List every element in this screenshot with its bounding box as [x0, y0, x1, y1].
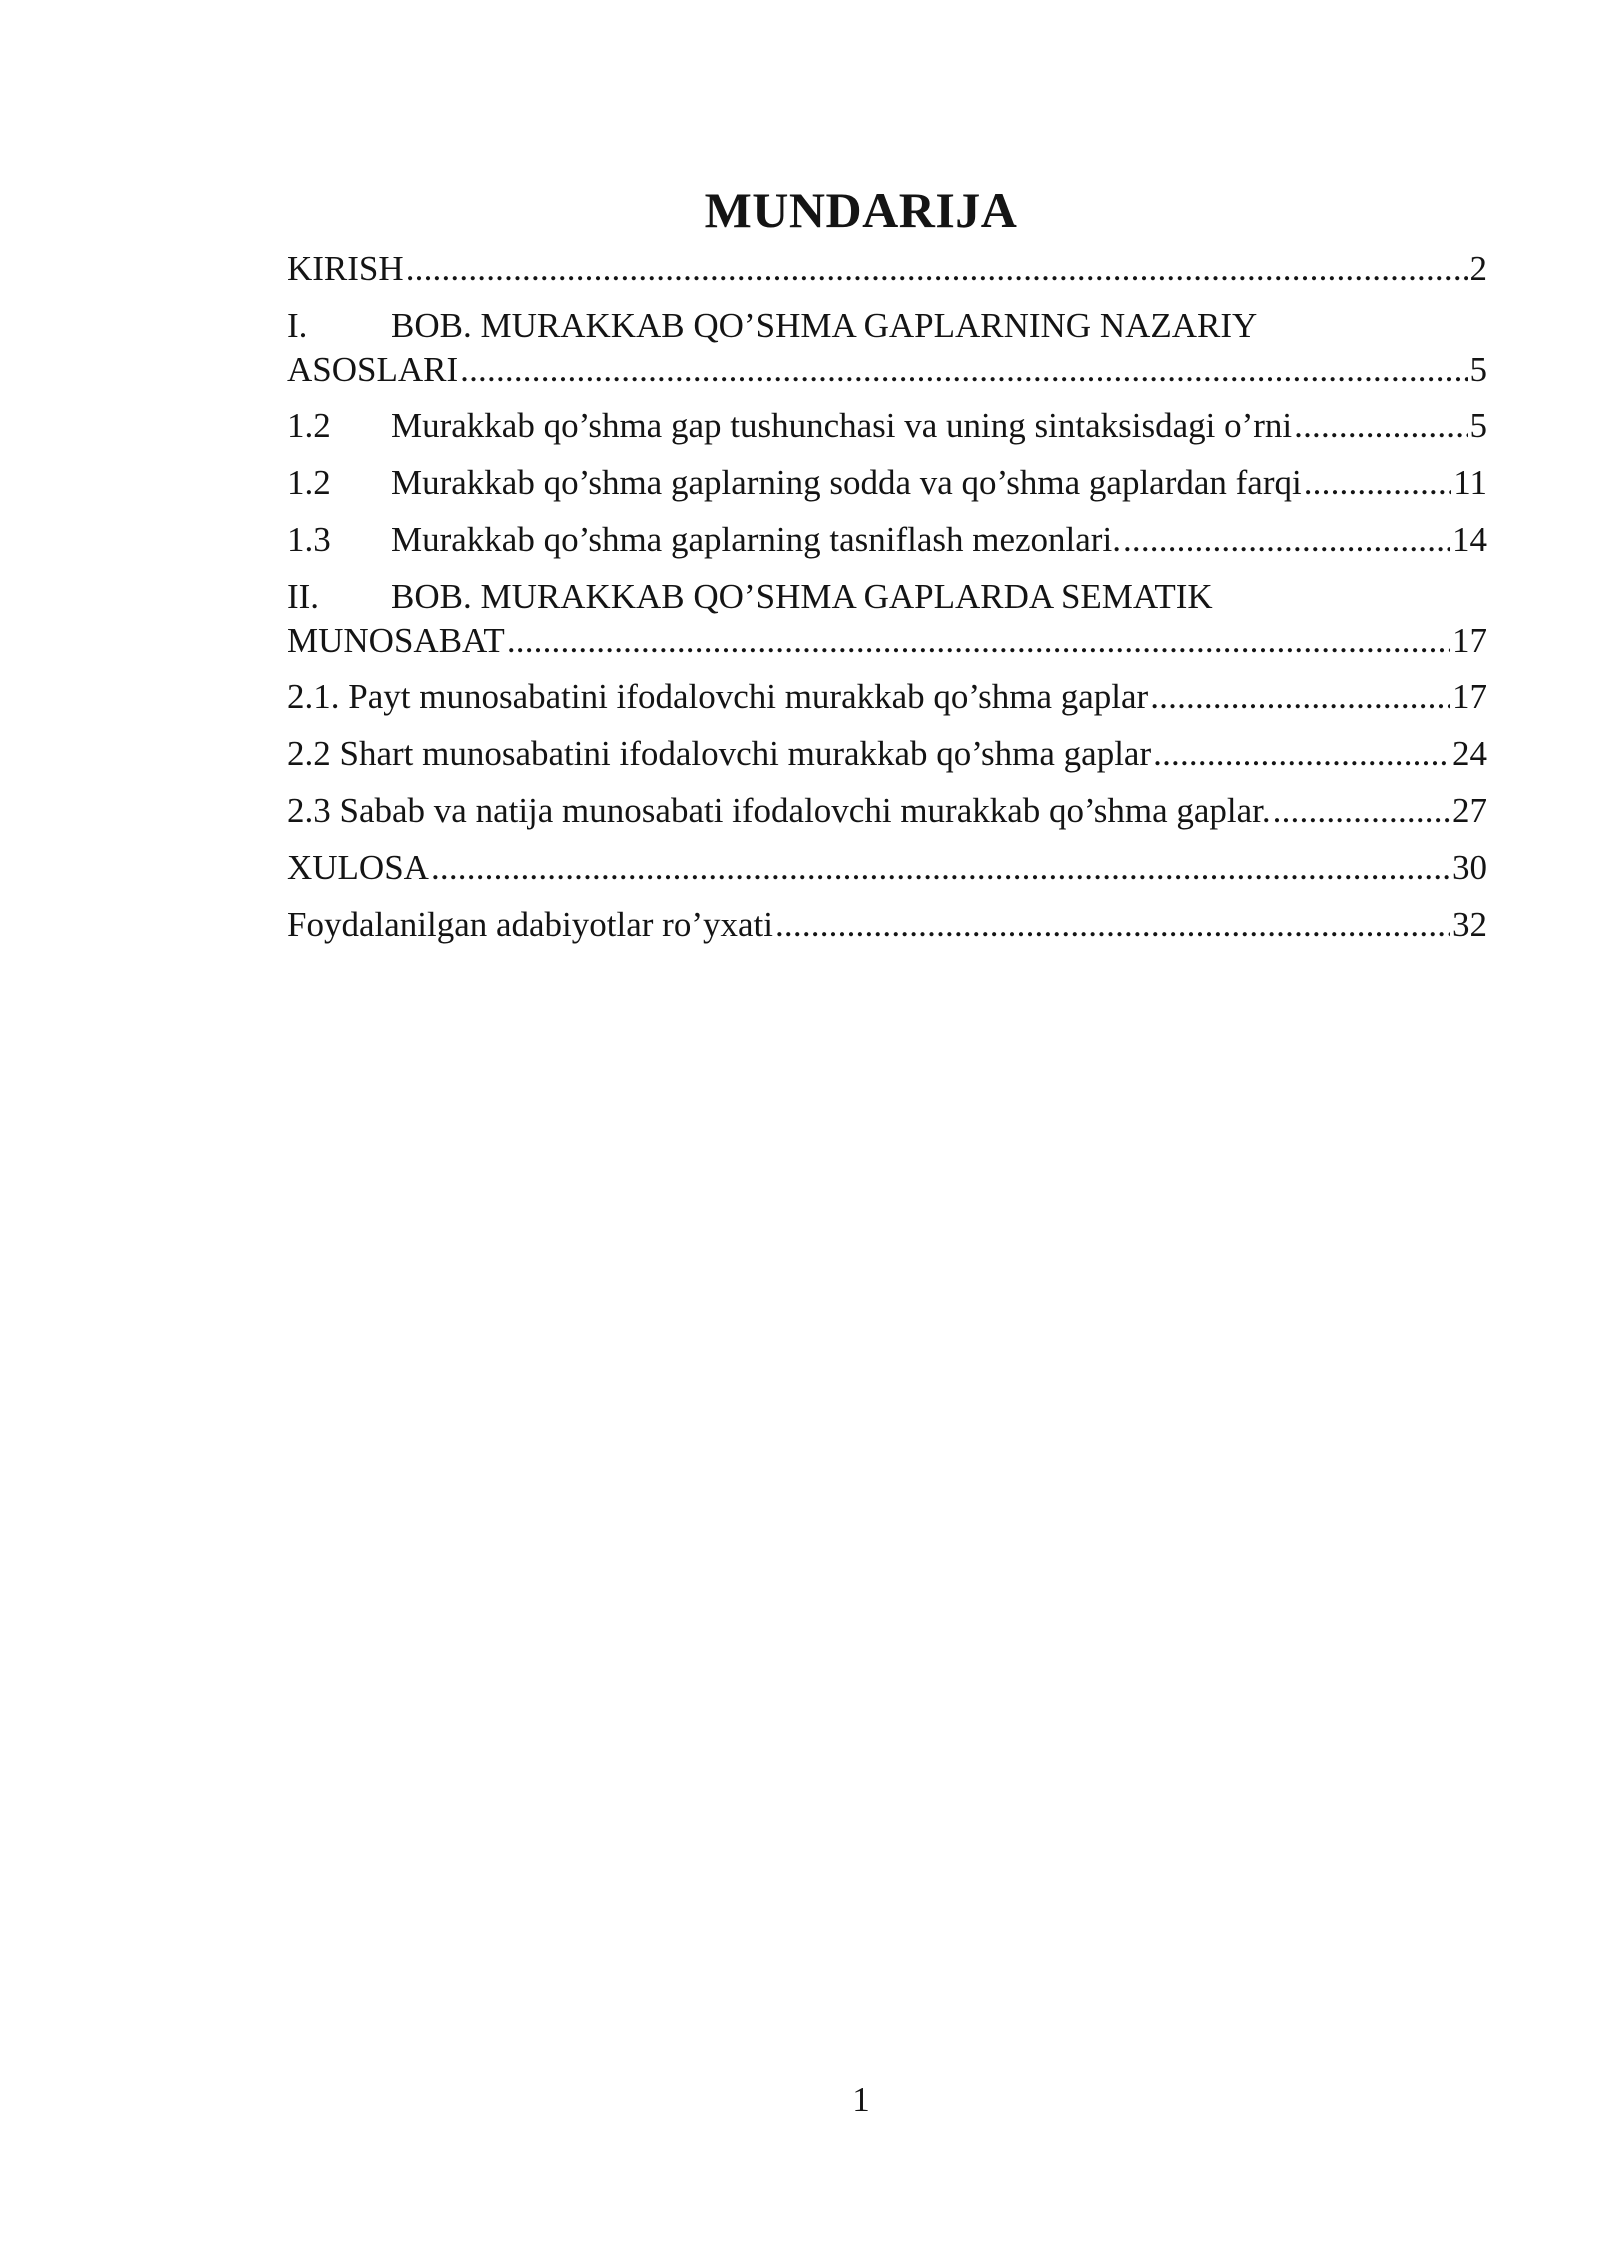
toc-entry-title: Murakkab qo’shma gap tushunchasi va uning sintaksisdagi o’rni — [391, 406, 1293, 445]
toc-entry-page: 2 — [1469, 249, 1487, 288]
toc-entry-title: 2.3 Sabab va natija munosabati ifodalovchi murakkab qo’shma gaplar. — [287, 791, 1271, 830]
toc-entry-page: 11 — [1453, 463, 1487, 502]
dot-leader — [507, 612, 1450, 669]
toc-entry-number: II. — [287, 577, 320, 616]
dot-leader — [1123, 511, 1450, 568]
toc-entry-title: BOB. MURAKKAB QO’SHMA GAPLARNING NAZARIY — [391, 306, 1258, 345]
toc-entry-title-continued: MUNOSABAT — [287, 621, 505, 660]
toc-entry-title: KIRISH — [287, 249, 404, 288]
toc-entry-section-1-3[interactable] — [287, 511, 1487, 568]
toc-entry-number: 1.3 — [287, 520, 331, 559]
toc-entry-page: 27 — [1452, 791, 1487, 830]
toc-entry-page: 5 — [1469, 406, 1487, 445]
toc-entry-page: 17 — [1452, 677, 1487, 716]
toc-entry-title: XULOSA — [287, 848, 429, 887]
toc-entry-bibliography[interactable] — [287, 896, 1487, 953]
toc-entry-page: 24 — [1452, 734, 1487, 773]
toc-entry-page: 14 — [1452, 520, 1487, 559]
dot-leader — [1273, 782, 1450, 839]
dot-leader — [1304, 454, 1452, 511]
dot-leader — [1294, 397, 1467, 454]
toc-entry-section-2-2[interactable] — [287, 725, 1487, 782]
dot-leader — [1150, 668, 1450, 725]
toc-entry-title-continued: ASOSLARI — [287, 350, 459, 389]
toc-title: MUNDARIJA — [704, 182, 1018, 238]
toc-entry-page: 30 — [1452, 848, 1487, 887]
toc-entry-title: 2.2 Shart munosabatini ifodalovchi murakkab qo’shma gaplar — [287, 734, 1152, 773]
toc-entry-title: Murakkab qo’shma gaplarning sodda va qo’shma gaplardan farqi — [391, 463, 1302, 502]
toc-entry-kirish[interactable] — [287, 240, 1487, 297]
toc-entry-title: Murakkab qo’shma gaplarning tasniflash mezonlari. — [391, 520, 1121, 559]
toc-entry-title: 2.1. Payt munosabatini ifodalovchi murakkab qo’shma gaplar — [287, 677, 1149, 716]
toc-entry-title: Foydalanilgan adabiyotlar ro’yxati — [287, 905, 773, 944]
toc-entry-page: 17 — [1452, 621, 1487, 660]
toc-entry-section-2-1[interactable] — [287, 668, 1487, 725]
dot-leader — [775, 896, 1450, 953]
toc-entry-page: 5 — [1469, 350, 1487, 389]
dot-leader — [406, 240, 1468, 297]
toc-entry-chapter-2[interactable] — [287, 568, 1487, 668]
toc-entry-number: 1.2 — [287, 463, 331, 502]
toc-entry-title: BOB. MURAKKAB QO’SHMA GAPLARDA SEMATIK — [391, 577, 1213, 616]
toc-entry-section-1-2a[interactable] — [287, 397, 1487, 454]
table-of-contents — [287, 240, 1487, 953]
toc-entry-chapter-1[interactable] — [287, 297, 1487, 397]
dot-leader — [431, 839, 1450, 896]
dot-leader — [460, 341, 1467, 398]
toc-entry-number: I. — [287, 306, 308, 345]
toc-entry-xulosa[interactable] — [287, 839, 1487, 896]
toc-entry-section-1-2b[interactable] — [287, 454, 1487, 511]
toc-entry-number: 1.2 — [287, 406, 331, 445]
page-number: 1 — [852, 2080, 870, 2119]
toc-entry-section-2-3[interactable] — [287, 782, 1487, 839]
toc-entry-page: 32 — [1452, 905, 1487, 944]
dot-leader — [1153, 725, 1450, 782]
